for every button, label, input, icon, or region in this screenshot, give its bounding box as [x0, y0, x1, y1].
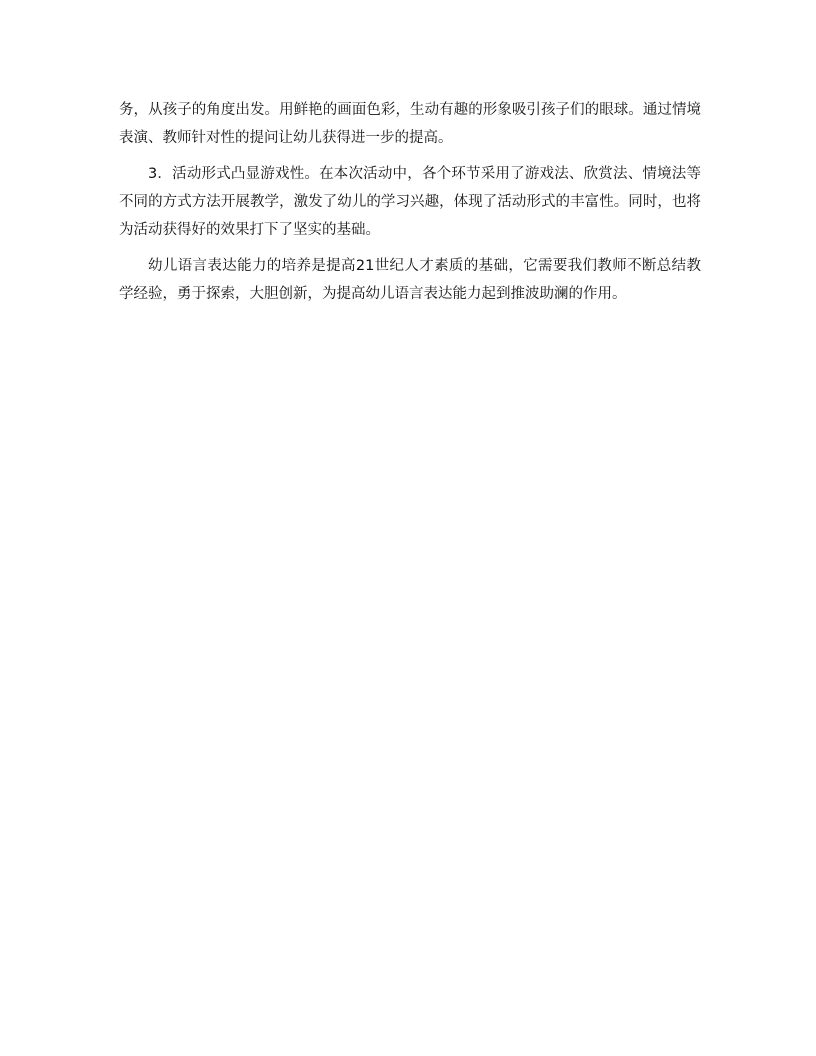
paragraph-activity-form: 3．活动形式凸显游戏性。在本次活动中，各个环节采用了游戏法、欣赏法、情境法等不同的方式方法开展教学，激发了幼儿的学习兴趣，体现了活动形式的丰富性。同时，也将为活动获得好的效果打下了坚实的基础。	[119, 166, 701, 238]
document-body	[119, 96, 701, 316]
paragraph-continuation: 务，从孩子的角度出发。用鲜艳的画面色彩，生动有趣的形象吸引孩子们的眼球。通过情境表演、教师针对性的提问让幼儿获得进一步的提高。	[119, 102, 701, 146]
paragraph-conclusion: 幼儿语言表达能力的培养是提高21世纪人才素质的基础，它需要我们教师不断总结教学经验，勇于探索，大胆创新，为提高幼儿语言表达能力起到推波助澜的作用。	[119, 258, 701, 302]
